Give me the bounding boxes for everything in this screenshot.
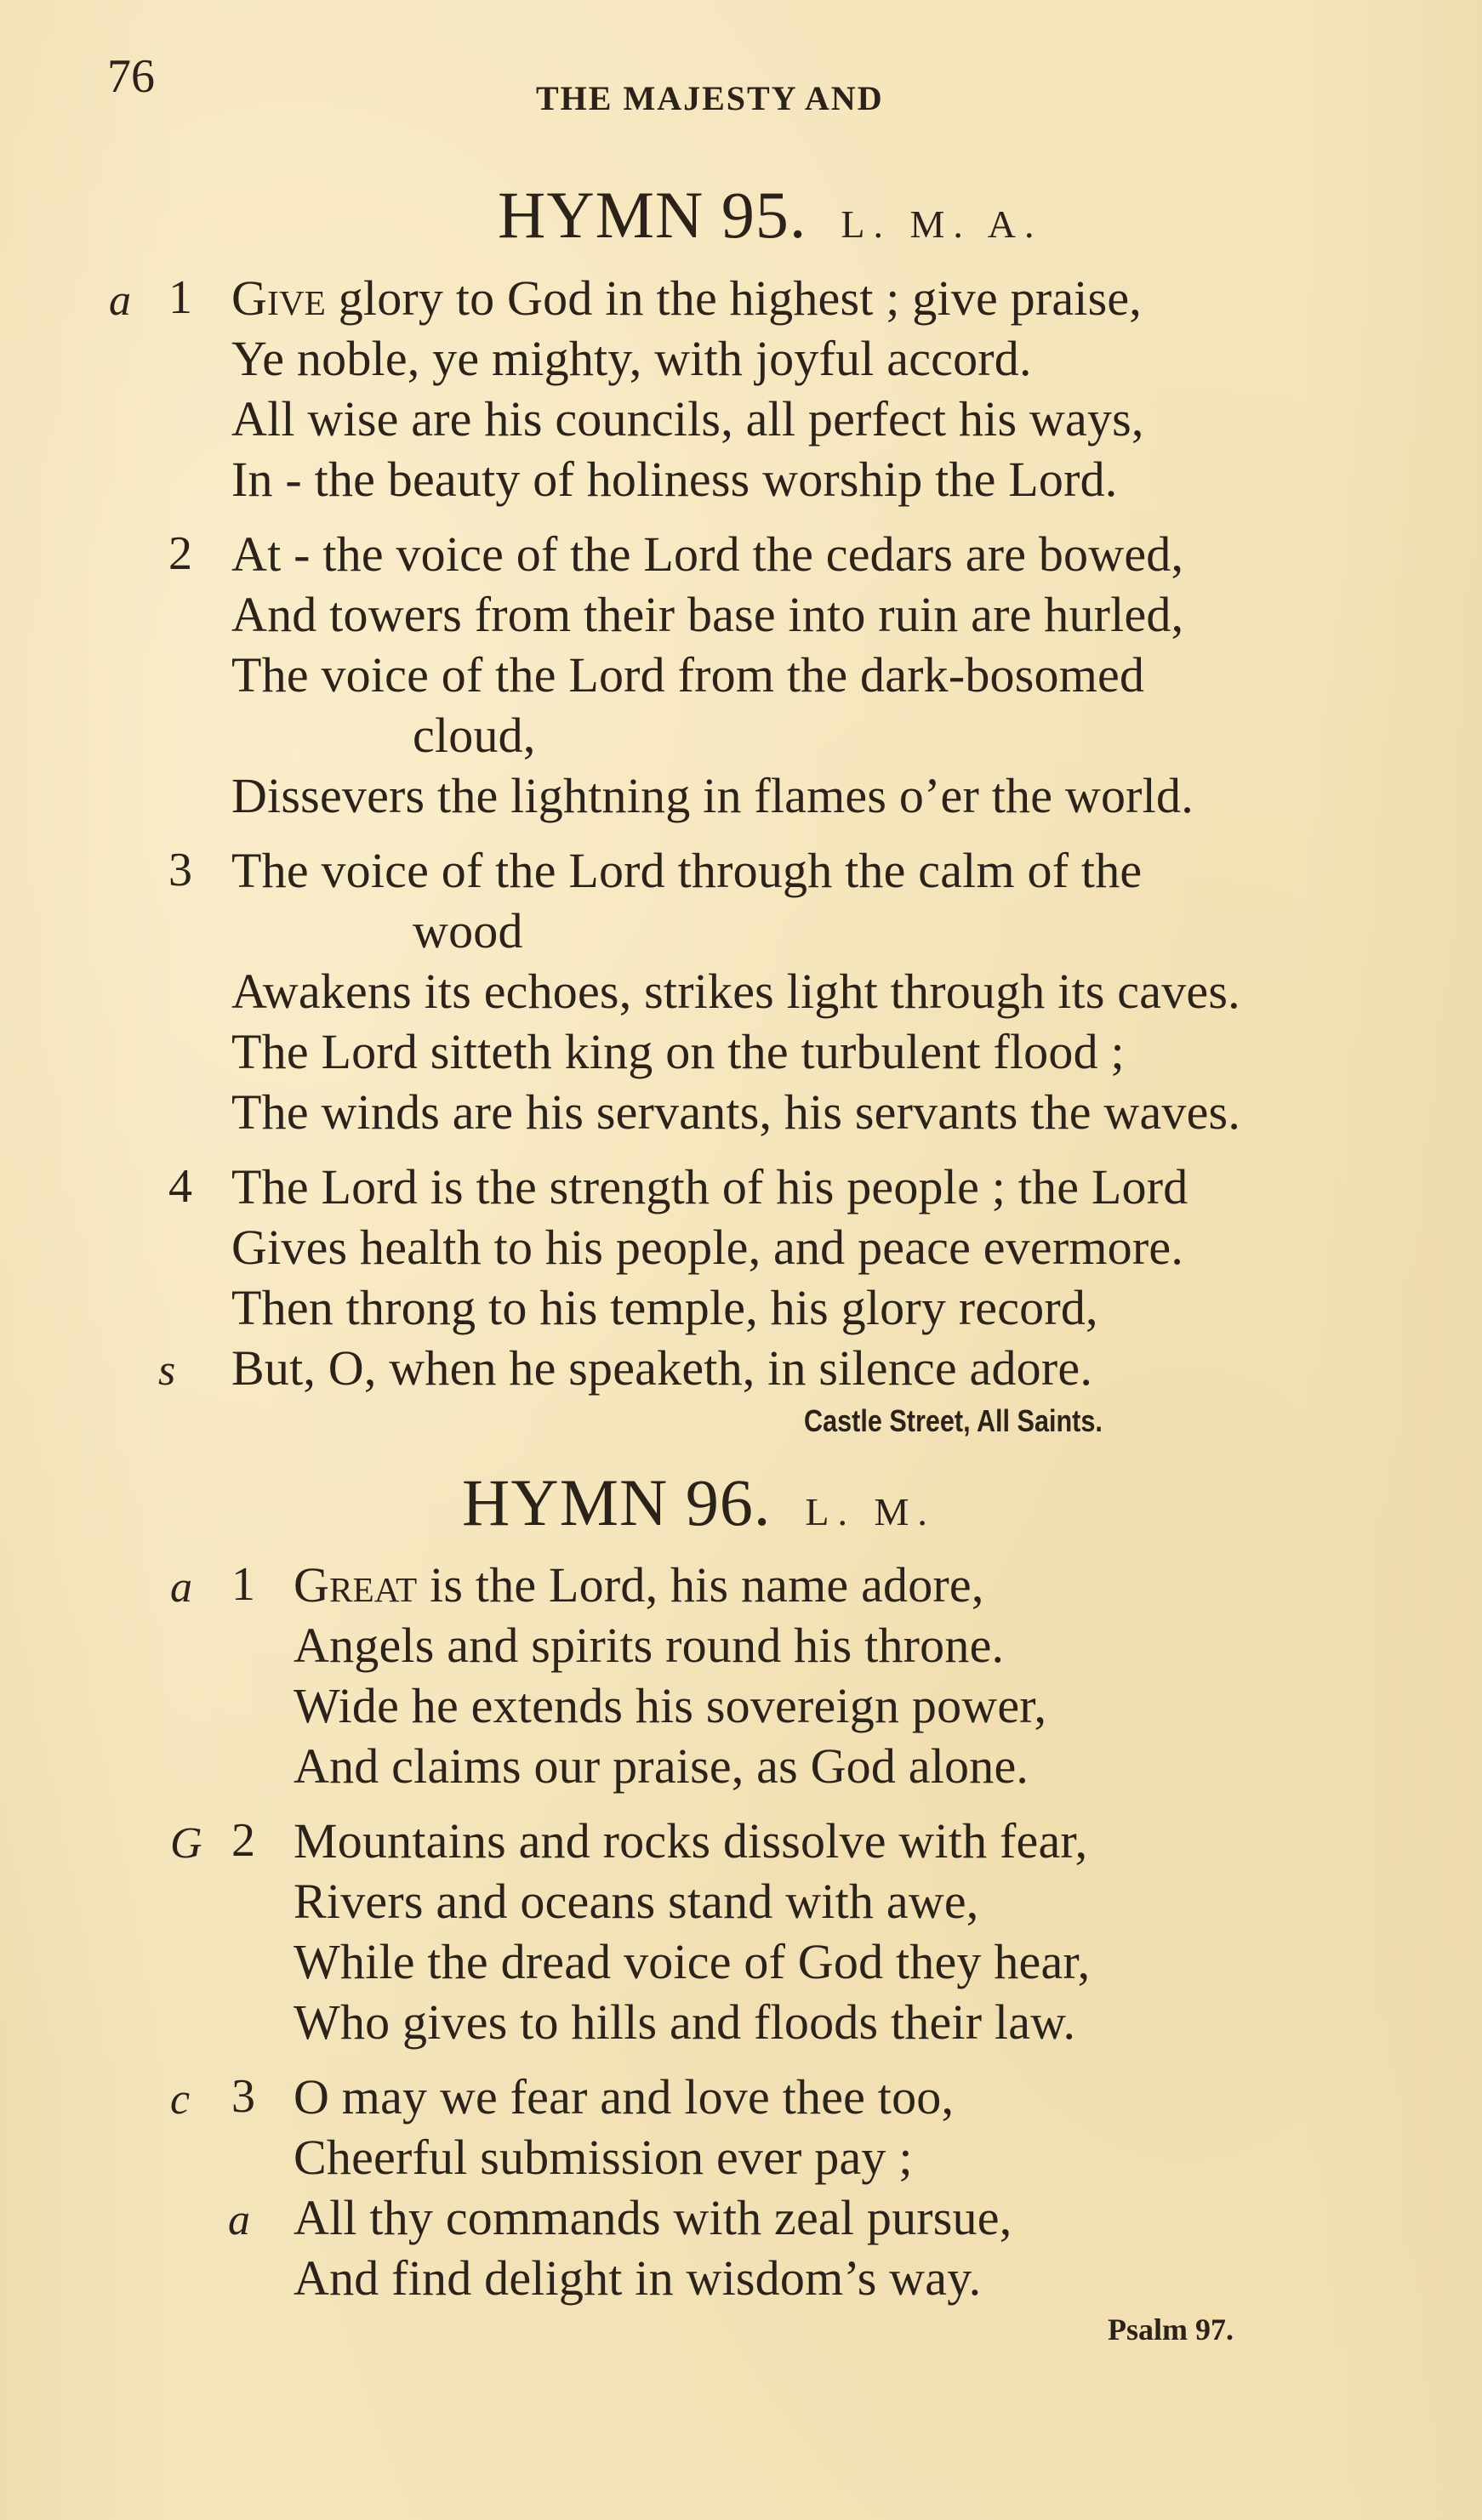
verse-line: While the dread voice of God they hear, bbox=[294, 1934, 1091, 1989]
verse-line: The voice of the Lord from the dark-bosomed bbox=[231, 647, 1145, 703]
verse-line: And find delight in wisdom’s way. bbox=[294, 2250, 982, 2306]
hymn-95-title bbox=[498, 177, 1043, 253]
verse-number: 2 bbox=[168, 527, 193, 580]
hymn-96-meter: L. M. bbox=[805, 1490, 936, 1533]
verse-line: And claims our praise, as God alone. bbox=[294, 1738, 1029, 1794]
verse-marker: c bbox=[170, 2075, 191, 2124]
verse-line: O may we fear and love thee too, bbox=[294, 2069, 955, 2125]
verse-line: But, O, when he speaketh, in silence adore. bbox=[231, 1340, 1093, 1396]
hymn-95-number: HYMN 95. bbox=[498, 178, 807, 252]
verse-number: 2 bbox=[231, 1814, 256, 1867]
verse-line: At - the voice of the Lord the cedars are bowed, bbox=[231, 526, 1184, 582]
dynamic-marker: s bbox=[158, 1346, 176, 1395]
verse-line: The voice of the Lord through the calm of the bbox=[231, 843, 1143, 898]
verse-line: Awakens its echoes, strikes light through its caves. bbox=[231, 964, 1240, 1019]
verse-line: All wise are his councils, all perfect his ways, bbox=[231, 391, 1144, 447]
running-head: THE MAJESTY AND bbox=[536, 79, 884, 117]
verse-line: Who gives to hills and floods their law. bbox=[294, 1994, 1076, 2050]
verse-marker: a bbox=[170, 1563, 193, 1612]
verse-line: The Lord is the strength of his people ; the Lord bbox=[231, 1159, 1188, 1214]
verse-line: Wide he extends his sovereign power, bbox=[294, 1678, 1047, 1733]
verse-line: Mountains and rocks dissolve with fear, bbox=[294, 1813, 1088, 1869]
verse-marker: G bbox=[170, 1819, 202, 1868]
verse-line: Cheerful submission ever pay ; bbox=[294, 2130, 913, 2185]
verse-line: Dissevers the lightning in flames o’er the world. bbox=[231, 768, 1194, 823]
verse-line: And towers from their base into ruin are hurled, bbox=[231, 587, 1184, 642]
dynamic-marker: a bbox=[228, 2196, 251, 2244]
hymn-95-meter: L. M. A. bbox=[841, 202, 1043, 246]
verse-line: In - the beauty of holiness worship the Lord. bbox=[231, 452, 1118, 507]
page-number: 76 bbox=[107, 50, 155, 103]
verse-line: All thy commands with zeal pursue, bbox=[294, 2190, 1012, 2245]
hymn-96-number: HYMN 96. bbox=[462, 1465, 772, 1539]
verse-number: 1 bbox=[231, 1558, 256, 1611]
scripture-source: Psalm 97. bbox=[1108, 2312, 1234, 2347]
verse-line: Gives health to his people, and peace evermore. bbox=[231, 1220, 1184, 1275]
verse-line: Then throng to his temple, his glory record, bbox=[231, 1280, 1098, 1335]
verse-line: Rivers and oceans stand with awe, bbox=[294, 1874, 979, 1929]
tune-source: Castle Street, All Saints. bbox=[804, 1403, 1103, 1438]
verse-number: 4 bbox=[168, 1160, 193, 1213]
verse-line: Great is the Lord, his name adore, bbox=[294, 1557, 984, 1613]
verse-line: Ye noble, ye mighty, with joyful accord. bbox=[231, 331, 1032, 386]
verse-marker: a bbox=[109, 276, 132, 325]
hymn-96-title bbox=[462, 1465, 936, 1541]
verse-number: 3 bbox=[168, 844, 193, 896]
verse-line-continuation: cloud, bbox=[413, 708, 536, 763]
verse-line: The Lord sitteth king on the turbulent flood ; bbox=[231, 1024, 1125, 1079]
verse-line: Give glory to God in the highest ; give praise, bbox=[231, 270, 1143, 326]
verse-number: 3 bbox=[231, 2070, 256, 2123]
verse-line-continuation: wood bbox=[413, 903, 523, 959]
verse-line: The winds are his servants, his servants the waves. bbox=[231, 1084, 1241, 1140]
verse-line: Angels and spirits round his throne. bbox=[294, 1618, 1005, 1673]
verse-number: 1 bbox=[168, 271, 193, 324]
